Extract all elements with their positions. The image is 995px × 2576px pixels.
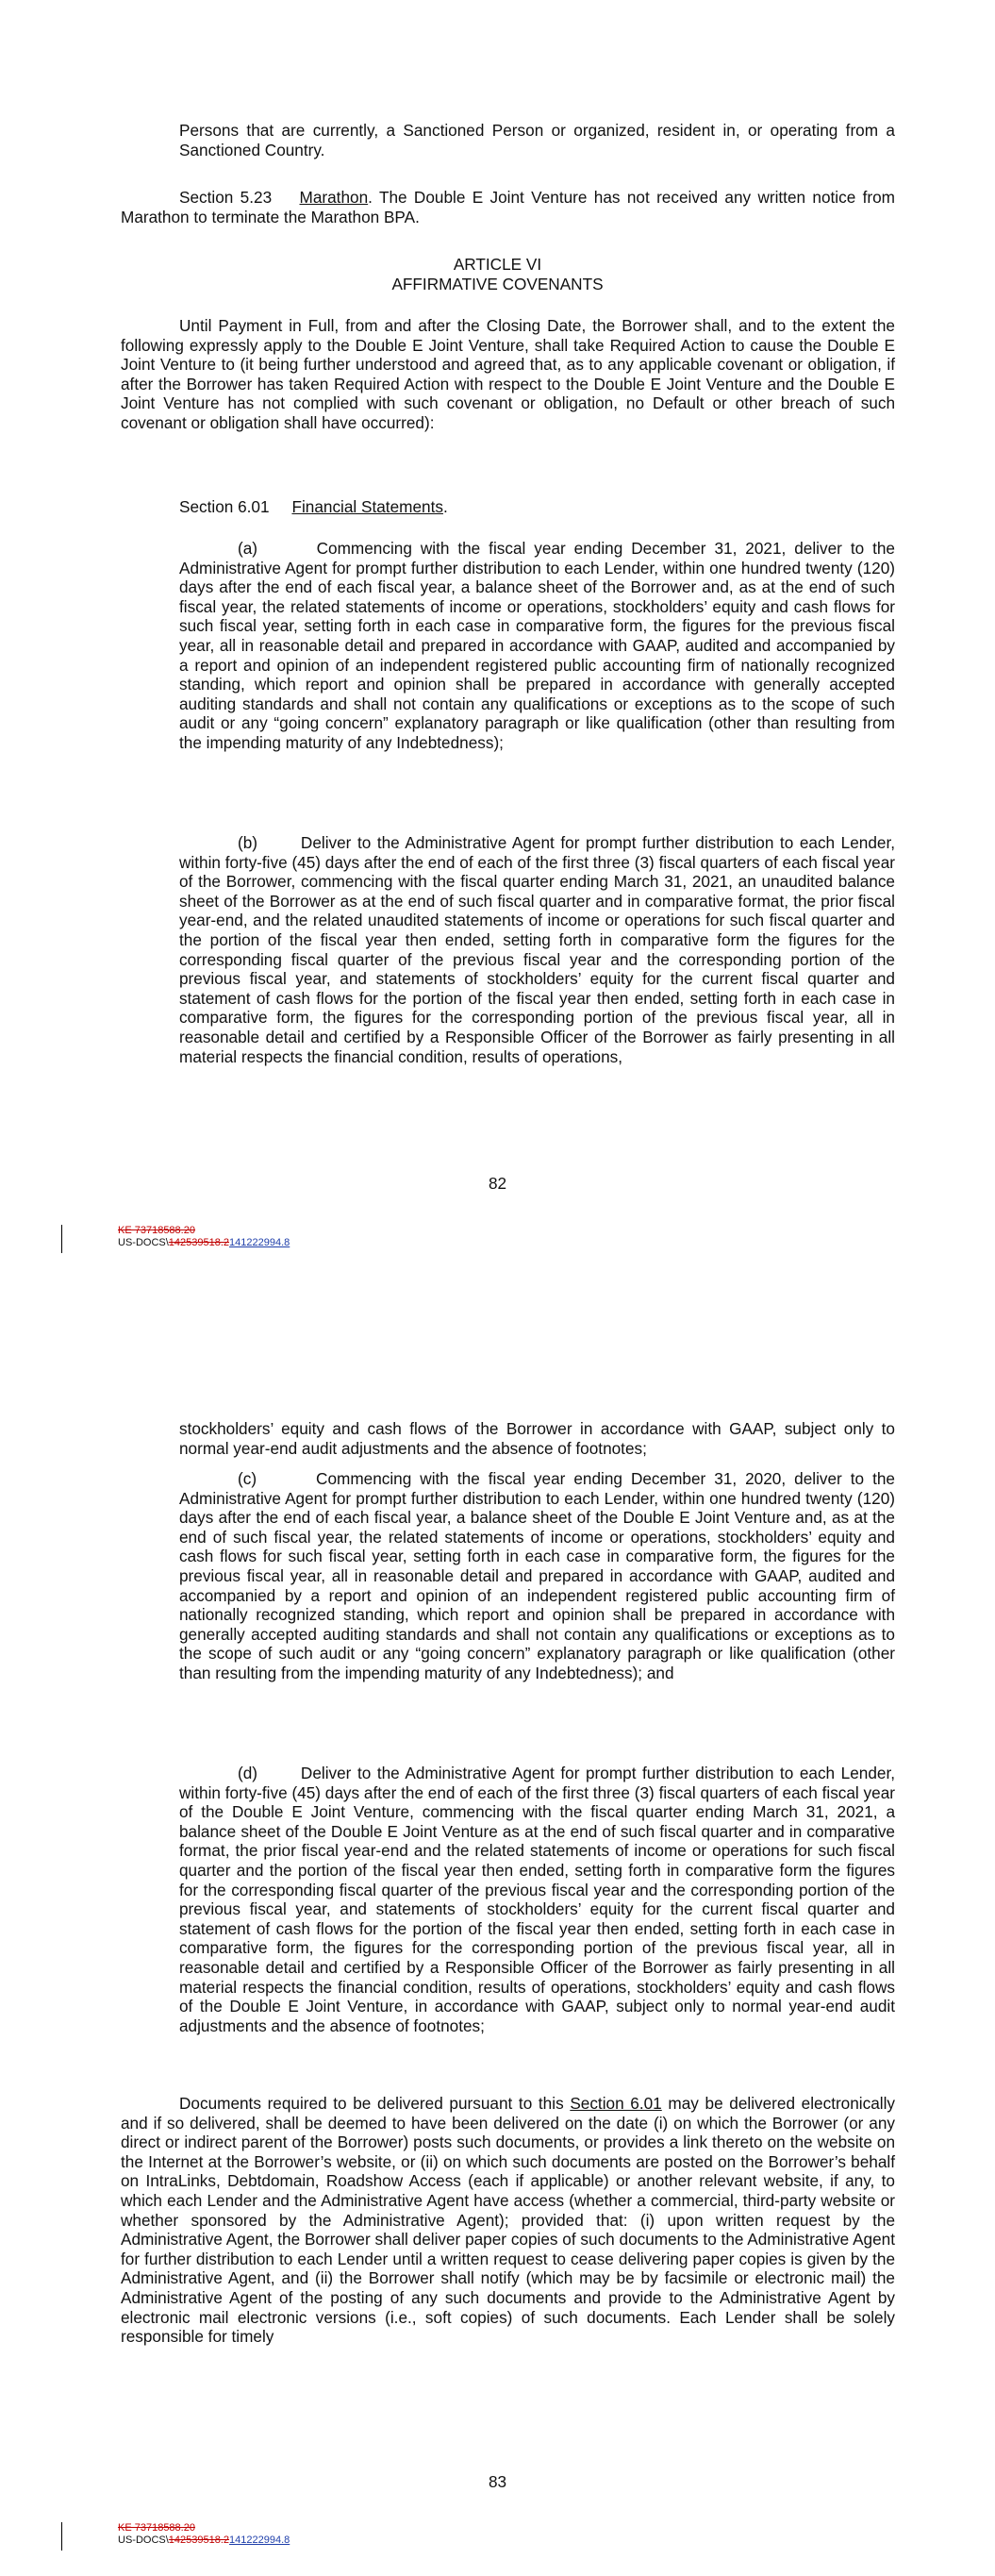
footer-deleted-number: 142539518.2: [168, 1237, 230, 1248]
section-number: Section 6.01: [179, 497, 270, 516]
section-title: Marathon: [299, 188, 369, 207]
footer-inserted-number: 141222994.8: [229, 2534, 290, 2546]
section-reference-link[interactable]: Section 6.01: [570, 2094, 662, 2113]
footer-prefix: US-DOCS\: [118, 2534, 169, 2546]
clause-text: Commencing with the fiscal year ending December 31, 2020, deliver to the Administrative Agent for prompt further distribution to each Lender, within one hundred twenty (120) days after the end of each fiscal year, a balance sheet of the Double E Joint Venture and, as at the end of such fiscal year, the related statements of income or operations, stockholders’ equity and cash flows for such fiscal year, setting forth in each case in comparative form, the figures for the previous fiscal year, all in reasonable detail and prepared in accordance with GAAP, audited and accompanied by a report and opinion of an independent registered public accounting firm of nationally recognized standing, which report and opinion shall be prepared in accordance with generally accepted auditing standards and shall not contain any qualifications or exceptions as to the scope of such audit or any “going concern” explanatory paragraph or like qualification (other than resulting from the impending maturity of any Indebtedness); and: [179, 1469, 895, 1682]
section-title-period: .: [442, 497, 448, 516]
delivery-text-start: Documents required to be delivered pursuant to this: [179, 2094, 571, 2113]
article-title: AFFIRMATIVE COVENANTS: [391, 275, 604, 293]
article-number: ARTICLE VI: [453, 255, 542, 274]
documents-delivery-paragraph: [121, 2094, 895, 2347]
clause-b-continued: [179, 1419, 895, 1458]
section-number: Section 5.23: [179, 188, 273, 207]
covenants-intro: [121, 316, 895, 433]
sanctioned-paragraph: [179, 121, 895, 159]
footer-doc-id: [118, 2534, 290, 2547]
section-title: Financial Statements: [291, 497, 443, 516]
clause-text: Commencing with the fiscal year ending December 31, 2021, deliver to the Administrative Agent for prompt further distribution to each Lender, within one hundred twenty (120) days after the end of each fiscal year, a balance sheet of the Borrower and, as at the end of such fiscal year, the related statements of income or operations, stockholders’ equity and cash flows for such fiscal year, setting forth in each case in comparative form, the figures for the previous fiscal year, all in reasonable detail and prepared in accordance with GAAP, audited and accompanied by a report and opinion of an independent registered public accounting firm of nationally recognized standing, which report and opinion shall be prepared in accordance with generally accepted auditing standards and shall not contain any qualifications or exceptions as to the scope of such audit or any “going concern” explanatory paragraph or like qualification (other than resulting from the impending maturity of any Indebtedness);: [179, 539, 895, 752]
footer-prefix: US-DOCS\: [118, 1237, 169, 1248]
doc-footer: [118, 2522, 290, 2547]
change-bar: [61, 1225, 62, 1253]
clause-label: (d): [238, 1764, 258, 1782]
sanctioned-text: Persons that are currently, a Sanctioned Person or organized, resident in, or operating from a Sanctioned Country.: [179, 121, 895, 159]
section-5-23: [121, 188, 895, 226]
footer-deleted-id: KE 73718588.20: [118, 2522, 195, 2534]
intro-text: Until Payment in Full, from and after the Closing Date, the Borrower shall, and to the extent the following expressly apply to the Double E Joint Venture, shall take Required Action to cause the Double E Joint Venture to (it being further understood and agreed that, as to any applicable covenant or obligation, if after the Borrower has taken Required Action with respect to the Double E Joint Venture and the Double E Joint Venture has not complied with such covenant or obligation, no Default or other breach of such covenant or obligation shall have occurred):: [121, 316, 895, 432]
footer-doc-id: [118, 1237, 290, 1249]
clause-label: (c): [238, 1469, 257, 1488]
footer-deleted-number: 142539518.2: [168, 2534, 230, 2546]
delivery-text-rest: may be delivered electronically and if so delivered, shall be deemed to have been delivered on the date (i) on which the Borrower (or any direct or indirect parent of the Borrower) posts such documents, or provides a link thereto on the website on the Internet at the Borrower’s website, or (ii) on which such documents are posted on the Borrower’s behalf on IntraLinks, Debtdomain, Roadshow Access (each if applicable) or another relevant website, if any, to which each Lender and the Administrative Agent have access (whether a commercial, third-party website or whether sponsored by the Administrative Agent); provided that: (i) upon written request by the Administrative Agent, the Borrower shall deliver paper copies of such documents to the Administrative Agent for further distribution to each Lender until a written request to cease delivering paper copies is given by the Administrative Agent, and (ii) the Borrower shall notify (which may be by facsimile or electronic mail) the Administrative Agent of the posting of any such documents and provide to the Administrative Agent by electronic mail electronic versions (i.e., soft copies) of such documents. Each Lender shall be solely responsible for timely: [121, 2094, 896, 2347]
clause-text: Deliver to the Administrative Agent for prompt further distribution to each Lender, within forty-five (45) days after the end of each of the first three (3) fiscal quarters of each fiscal year of the Borrower, commencing with the fiscal quarter ending March 31, 2021, an unaudited balance sheet of the Borrower as at the end of such fiscal quarter and in comparative format, the prior fiscal year-end, and the related unaudited statements of income or operations for such fiscal quarter and the portion of the fiscal year then ended, setting forth in comparative form the figures for the corresponding fiscal quarter of the previous fiscal year and the corresponding portion of the previous fiscal year, and statements of stockholders’ equity for the current fiscal quarter and statement of cash flows for the portion of the fiscal year then ended, setting forth in each case in comparative form, the figures for the corresponding portion of the previous fiscal year, all in reasonable detail and certified by a Responsible Officer of the Borrower as fairly presenting in all material respects the financial condition, results of operations,: [179, 833, 895, 1066]
clause-b: [179, 833, 895, 1066]
change-bar: [61, 2522, 62, 2551]
clause-a: [179, 539, 895, 753]
clause-text: Deliver to the Administrative Agent for prompt further distribution to each Lender, within forty-five (45) days after the end of each of the first three (3) fiscal quarters of each fiscal year of the Double E Joint Venture, commencing with the fiscal quarter ending March 31, 2021, a balance sheet of the Double E Joint Venture as at the end of such fiscal quarter and in comparative format, the prior fiscal year-end and the related statements of income or operations for such fiscal quarter and the portion of the fiscal year then ended, setting forth in comparative form the figures for the corresponding fiscal quarter of the previous fiscal year and the corresponding portion of the previous fiscal year, and statements of stockholders’ equity for the current fiscal quarter and statement of cash flows for the portion of the fiscal year then ended, setting forth in each case in comparative form, the figures for the corresponding portion of the previous fiscal year, all in reasonable detail and certified by a Responsible Officer of the Borrower as fairly presenting in all material respects the financial condition, results of operations, stockholders’ equity and cash flows of the Double E Joint Venture, in accordance with GAAP, subject only to normal year-end audit adjustments and the absence of footnotes;: [179, 1764, 895, 2035]
clause-d: [179, 1764, 895, 2035]
clause-label: (a): [238, 539, 258, 558]
section-6-01-heading: [179, 497, 745, 517]
page-83: [0, 1288, 995, 2576]
page-number: 82: [488, 1174, 507, 1193]
section-text: . The Double E Joint Venture has not received any written notice from Marathon to terminate the Marathon BPA.: [121, 188, 895, 226]
footer-inserted-number: 141222994.8: [229, 1237, 290, 1248]
clause-text: stockholders’ equity and cash flows of the Borrower in accordance with GAAP, subject only to normal year-end audit adjustments and the absence of footnotes;: [179, 1419, 895, 1458]
doc-footer: [118, 1225, 290, 1249]
page-number: 83: [488, 2472, 507, 2491]
clause-c: [179, 1469, 895, 1683]
clause-label: (b): [238, 833, 258, 852]
footer-deleted-id: KE 73718588.20: [118, 1225, 195, 1236]
